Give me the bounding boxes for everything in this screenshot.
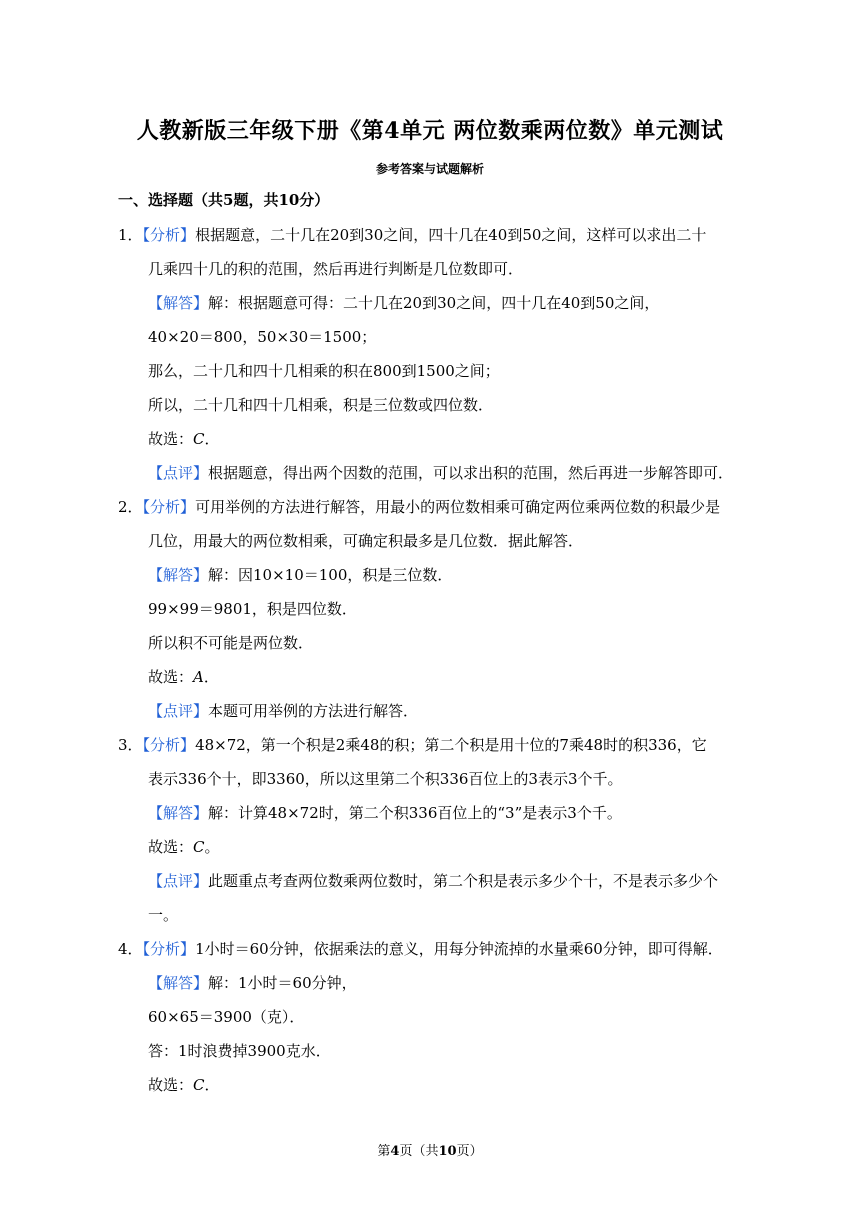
choice-suffix: ．: [203, 668, 219, 686]
footer-suffix: 页）: [456, 1144, 483, 1159]
q3-analysis-text-1: 48×72，第一个积是2乘48的积；第二个积是用十位的7乘48时的积336，它: [195, 736, 707, 754]
section-heading: 一、选择题（共5题，共10分）: [118, 191, 330, 209]
comment-tag: 【点评】: [148, 872, 209, 890]
q1-comment-line: [148, 463, 733, 483]
q4-solution-line-3: 答：1时浪费掉3900克水．: [148, 1042, 331, 1060]
q1-choice-line: [148, 429, 220, 449]
current-page-number: 4: [390, 1144, 400, 1159]
q2-number: 2．: [118, 498, 143, 516]
q1-number: 1．: [118, 226, 143, 244]
solution-tag: 【解答】: [148, 566, 209, 584]
q4-solution-text-1: 解：1小时＝60分钟，: [208, 974, 357, 992]
document-title: 人教新版三年级下册《第4单元 两位数乘两位数》单元测试: [136, 118, 724, 144]
footer-middle: 页（共: [399, 1144, 439, 1159]
q1-analysis-line-2: 几乘四十几的积的范围，然后再进行判断是几位数即可．: [148, 260, 524, 278]
analysis-tag: 【分析】: [142, 226, 196, 244]
q1-solution-line-3: 那么，二十几和四十几相乘的积在800到1500之间；: [148, 362, 500, 380]
q2-comment-text: 本题可用举例的方法进行解答．: [208, 702, 419, 720]
q1-comment-text: 根据题意，得出两个因数的范围，可以求出积的范围，然后再进一步解答即可．: [208, 464, 734, 482]
q4-solution-line-2: 60×65＝3900（克）．: [148, 1008, 305, 1026]
choice-suffix: ．: [204, 1076, 220, 1094]
q3-solution-line-1: [148, 803, 622, 823]
q2-solution-line-1: [148, 565, 452, 585]
q2-comment-line: [148, 701, 418, 721]
q1-analysis-line-1: [118, 225, 706, 245]
page-footer: [0, 1140, 860, 1159]
solution-tag: 【解答】: [148, 804, 209, 822]
q4-choice: C: [193, 1076, 205, 1094]
q4-solution-line-1: [148, 973, 357, 993]
solution-tag: 【解答】: [148, 974, 209, 992]
q3-choice: C: [193, 838, 205, 856]
total-page-count: 10: [438, 1144, 457, 1159]
q1-solution-line-2: 40×20＝800，50×30＝1500；: [148, 328, 377, 346]
q4-number: 4．: [118, 940, 143, 958]
q2-analysis-line-1: [118, 497, 720, 517]
comment-tag: 【点评】: [148, 464, 209, 482]
q3-number: 3．: [118, 736, 143, 754]
q4-analysis-line-1: [118, 939, 723, 959]
choice-prefix: 故选：: [148, 838, 194, 856]
q1-solution-line-1: [148, 293, 659, 313]
document-subtitle: 参考答案与试题解析: [375, 162, 484, 176]
choice-prefix: 故选：: [148, 430, 194, 448]
q4-choice-line: [148, 1075, 220, 1095]
comment-tag: 【点评】: [148, 702, 209, 720]
q2-choice-line: [148, 667, 219, 687]
q1-solution-text-1: 解：根据题意可得：二十几在20到30之间，四十几在40到50之间，: [208, 294, 660, 312]
choice-prefix: 故选：: [148, 668, 194, 686]
q1-choice: C: [193, 430, 205, 448]
choice-suffix: ．: [204, 430, 220, 448]
q2-solution-text-1: 解：因10×10＝100，积是三位数．: [208, 566, 453, 584]
analysis-tag: 【分析】: [142, 498, 196, 516]
q3-choice-line: [148, 837, 220, 857]
q3-comment-line-2: 一。: [148, 906, 179, 924]
choice-suffix: 。: [204, 838, 220, 856]
q4-analysis-text-1: 1小时＝60分钟，依据乘法的意义，用每分钟流掉的水量乘60分钟，即可得解．: [195, 940, 723, 958]
q3-analysis-line-1: [118, 735, 707, 755]
q3-analysis-line-2: 表示336个十，即3360，所以这里第二个积336百位上的3表示3个千。: [148, 770, 623, 788]
q2-analysis-line-2: 几位，用最大的两位数相乘，可确定积最多是几位数．据此解答．: [148, 532, 584, 550]
q3-comment-line-1: [148, 871, 718, 891]
q2-solution-line-2: 99×99＝9801，积是四位数．: [148, 600, 357, 618]
q1-solution-line-4: 所以，二十几和四十几相乘，积是三位数或四位数．: [148, 396, 494, 414]
footer-prefix: 第: [377, 1144, 391, 1159]
q1-analysis-text-1: 根据题意，二十几在20到30之间，四十几在40到50之间，这样可以求出二十: [195, 226, 707, 244]
solution-tag: 【解答】: [148, 294, 209, 312]
q3-solution-text-1: 解：计算48×72时，第二个积336百位上的“3”是表示3个千。: [208, 804, 622, 822]
analysis-tag: 【分析】: [142, 940, 196, 958]
q2-analysis-text-1: 可用举例的方法进行解答，用最小的两位数相乘可确定两位乘两位数的积最少是: [195, 498, 721, 516]
q2-choice: A: [193, 668, 204, 686]
q3-comment-text-1: 此题重点考查两位数乘两位数时，第二个积是表示多少个十，不是表示多少个: [208, 872, 719, 890]
choice-prefix: 故选：: [148, 1076, 194, 1094]
q2-solution-line-3: 所以积不可能是两位数．: [148, 634, 314, 652]
analysis-tag: 【分析】: [142, 736, 196, 754]
